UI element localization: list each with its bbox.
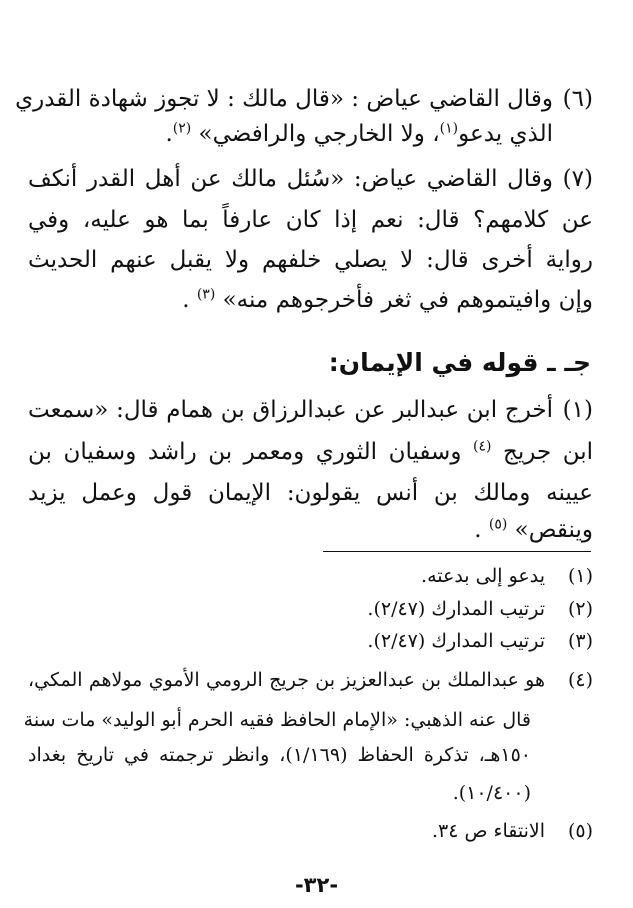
- text-line: [182, 285, 593, 315]
- item-number: (٦): [562, 86, 593, 112]
- footnote-text: ترتيب المدارك (٢/٤٧).: [367, 598, 545, 620]
- text-line: [28, 437, 593, 467]
- footnote-number: (٢): [567, 598, 593, 620]
- footnote-text: ١٥٠هـ، تذكرة الحفاظ (١/١٦٩)، وانظر ترجمته في تاريخ بغداد: [28, 744, 531, 766]
- footnote-number: (٤): [567, 669, 593, 691]
- text-line: [474, 515, 593, 545]
- text-fragment: .: [165, 121, 173, 147]
- footnote-text: (١٠/٤٠٠).: [452, 782, 531, 804]
- footnote-ref: (٤): [472, 438, 492, 455]
- text-line: [165, 119, 553, 149]
- text-fragment: .: [474, 517, 482, 543]
- text-fragment: .: [182, 287, 190, 313]
- footnote-ref: (١): [439, 120, 459, 137]
- footnote-number: (١): [567, 565, 593, 587]
- footnote-ref: (٣): [196, 286, 216, 303]
- footnote-text: قال عنه الذهبي: «الإمام الحافظ فقيه الحرم أبو الوليد» مات سنة: [23, 709, 531, 731]
- footnote-text: يدعو إلى بدعته.: [421, 565, 545, 587]
- page-number: -٣٢-: [294, 873, 339, 897]
- footnote-text: ترتيب المدارك (٢/٤٧).: [367, 630, 545, 652]
- footnote-separator: [323, 551, 591, 552]
- footnote-ref: (٥): [488, 516, 508, 533]
- text-line: رواية أخرى قال: لا يصلي خلفهم ولا يقبل عنهم الحديث: [28, 247, 593, 273]
- item-number: (١): [562, 397, 593, 423]
- text-line: أخرج ابن عبدالبر عن عبدالرزاق بن همام قال: «سمعت: [28, 397, 553, 423]
- text-fragment: وسفيان الثوري ومعمر بن راشد وسفيان بن: [28, 439, 462, 465]
- footnote-ref: (٢): [172, 120, 192, 137]
- text-line: وقال القاضي عياض : «قال مالك : لا تجوز شهادة القدري: [15, 86, 553, 112]
- text-fragment: ، ولا الخارجي والرافضي»: [198, 121, 440, 147]
- text-fragment: وإن وافيتموهم في ثغر فأخرجوهم منه»: [222, 287, 593, 313]
- text-fragment: ابن جريج: [503, 439, 593, 465]
- item-number: (٧): [562, 166, 593, 192]
- footnote-text: الانتقاء ص ٣٤.: [432, 820, 545, 842]
- section-heading: جـ ـ قوله في الإيمان:: [328, 348, 591, 377]
- footnote-number: (٣): [567, 630, 593, 652]
- footnote-text: هو عبدالملك بن عبدالعزيز بن جريج الرومي الأموي مولاهم المكي،: [28, 669, 545, 691]
- text-fragment: وينقص»: [514, 517, 593, 543]
- text-line: وقال القاضي عياض: «سُئل مالك عن أهل القدر أنكف: [28, 166, 553, 192]
- text-line: عن كلامهم؟ قال: نعم إذا كان عارفاً بما هو عليه، وفي: [28, 207, 593, 233]
- text-fragment: الذي يدعو: [458, 121, 553, 147]
- text-line: عيينه ومالك بن أنس يقولون: الإيمان قول وعمل يزيد: [28, 480, 593, 506]
- footnote-number: (٥): [567, 820, 593, 842]
